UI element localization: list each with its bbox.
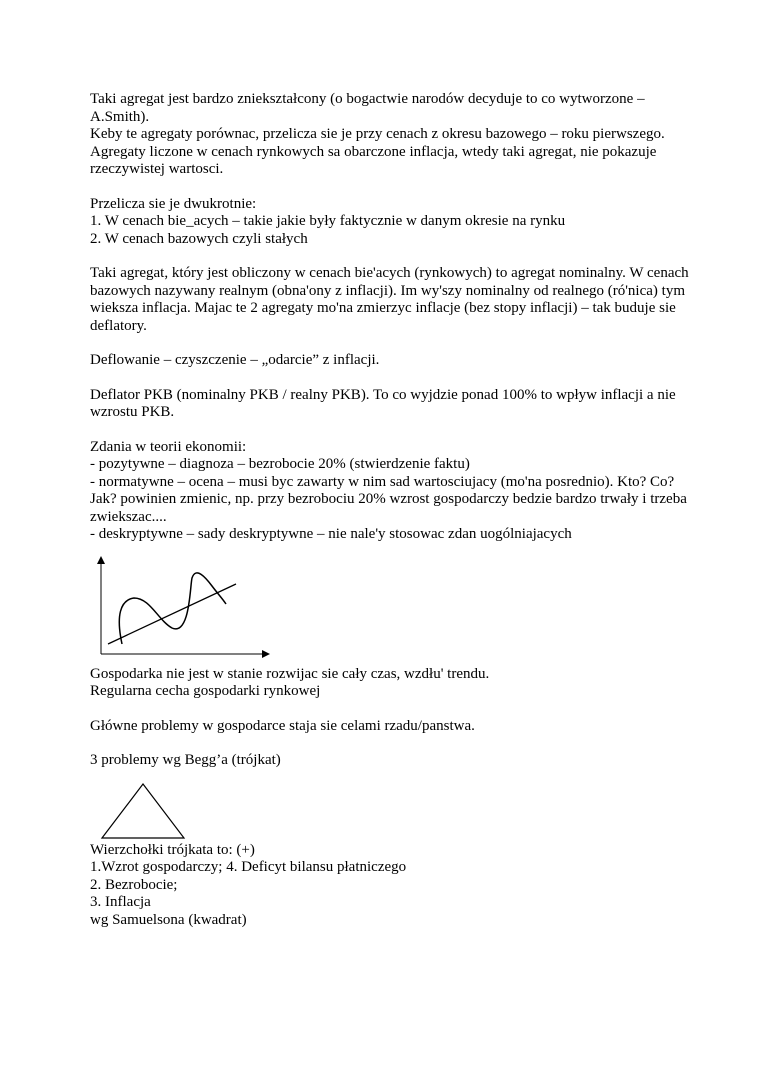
paragraph-deflator: Deflator PKB (nominalny PKB / realny PKB). To co wyjdzie ponad 100% to wpływ inflacji a nie wzrostu PKB.: [90, 386, 676, 420]
paragraph-economy-trend: Gospodarka nie jest w stanie rozwijac sie cały czas, wzdłu' trendu.: [90, 665, 490, 682]
paragraph-begg: 3 problemy wg Begg’a (trójkat): [90, 752, 281, 768]
vertex-inflation: 3. Inflacja: [90, 894, 151, 910]
samuelson-square: wg Samuelsona (kwadrat): [90, 911, 247, 928]
paragraph-compare-aggregates: Keby te agregaty porównac, przelicza sie je przy cenach z okresu bazowego – roku pierwszego.: [90, 126, 665, 142]
business-cycle-figure: [94, 556, 690, 666]
paragraph-deflation: Deflowanie – czyszczenie – „odarcie” z inflacji.: [90, 352, 380, 368]
document-page: [90, 91, 690, 929]
paragraph-nominal-real: Taki agregat, który jest obliczony w cenach bie'acych (rynkowych) to agregat nominalny. W cenach bazowych nazywany realnym (obna'ony z inflacji). Im wy'szy nominalny od realnego (ró'nica) tym wieksza inflacja. Majac te 2 agregaty mo'na zmierzyc inflacje (bez stopy inflacji) – tak buduje sie deflatory.: [90, 265, 689, 334]
triangle-figure: [100, 782, 690, 842]
recalc-item-current: 1. W cenach bie_acych – takie jakie były faktycznie w danym okresie na rynku: [90, 213, 566, 229]
statements-intro: Zdania w teorii ekonomii:: [90, 438, 247, 455]
statement-normative: - normatywne – ocena – musi byc zawarty w nim sad wartosciujacy (mo'na posrednio). Kto? Co? Jak? powinien zmienic, np. przy bezrobociu 20% wzrost gospodarczy bedzie bardzo trwały i trzeba zwiekszac....: [90, 473, 687, 525]
statement-descriptive: - deskryptywne – sady deskryptywne – nie nale'y stosowac zdan uogólniajacych: [90, 526, 572, 542]
paragraph-market-prices: Agregaty liczone w cenach rynkowych sa obarczone inflacja, wtedy taki agregat, nie pokazuje rzeczywistej wartosci.: [90, 143, 657, 177]
vertex-unemployment: 2. Bezrobocie;: [90, 876, 178, 893]
cycle-wave: [119, 572, 226, 643]
paragraph-government-goals: Główne problemy w gospodarce staja sie celami rzadu/panstwa.: [90, 717, 475, 734]
vertex-growth-deficit: 1.Wzrot gospodarczy; 4. Deficyt bilansu płatniczego: [90, 859, 407, 875]
triangle-shape: [102, 784, 184, 838]
vertices-intro: Wierzchołki trójkata to: (+): [90, 841, 255, 858]
recalc-intro: Przelicza sie je dwukrotnie:: [90, 195, 257, 212]
paragraph-market-feature: Regularna cecha gospodarki rynkowej: [90, 683, 321, 699]
statement-positive: - pozytywne – diagnoza – bezrobocie 20% (stwierdzenie faktu): [90, 456, 470, 472]
paragraph-aggregate-distorted: Taki agregat jest bardzo zniekształcony (o bogactwie narodów decyduje to co wytworzone – A.Smith).: [90, 91, 645, 125]
recalc-item-base: 2. W cenach bazowych czyli stałych: [90, 230, 308, 247]
